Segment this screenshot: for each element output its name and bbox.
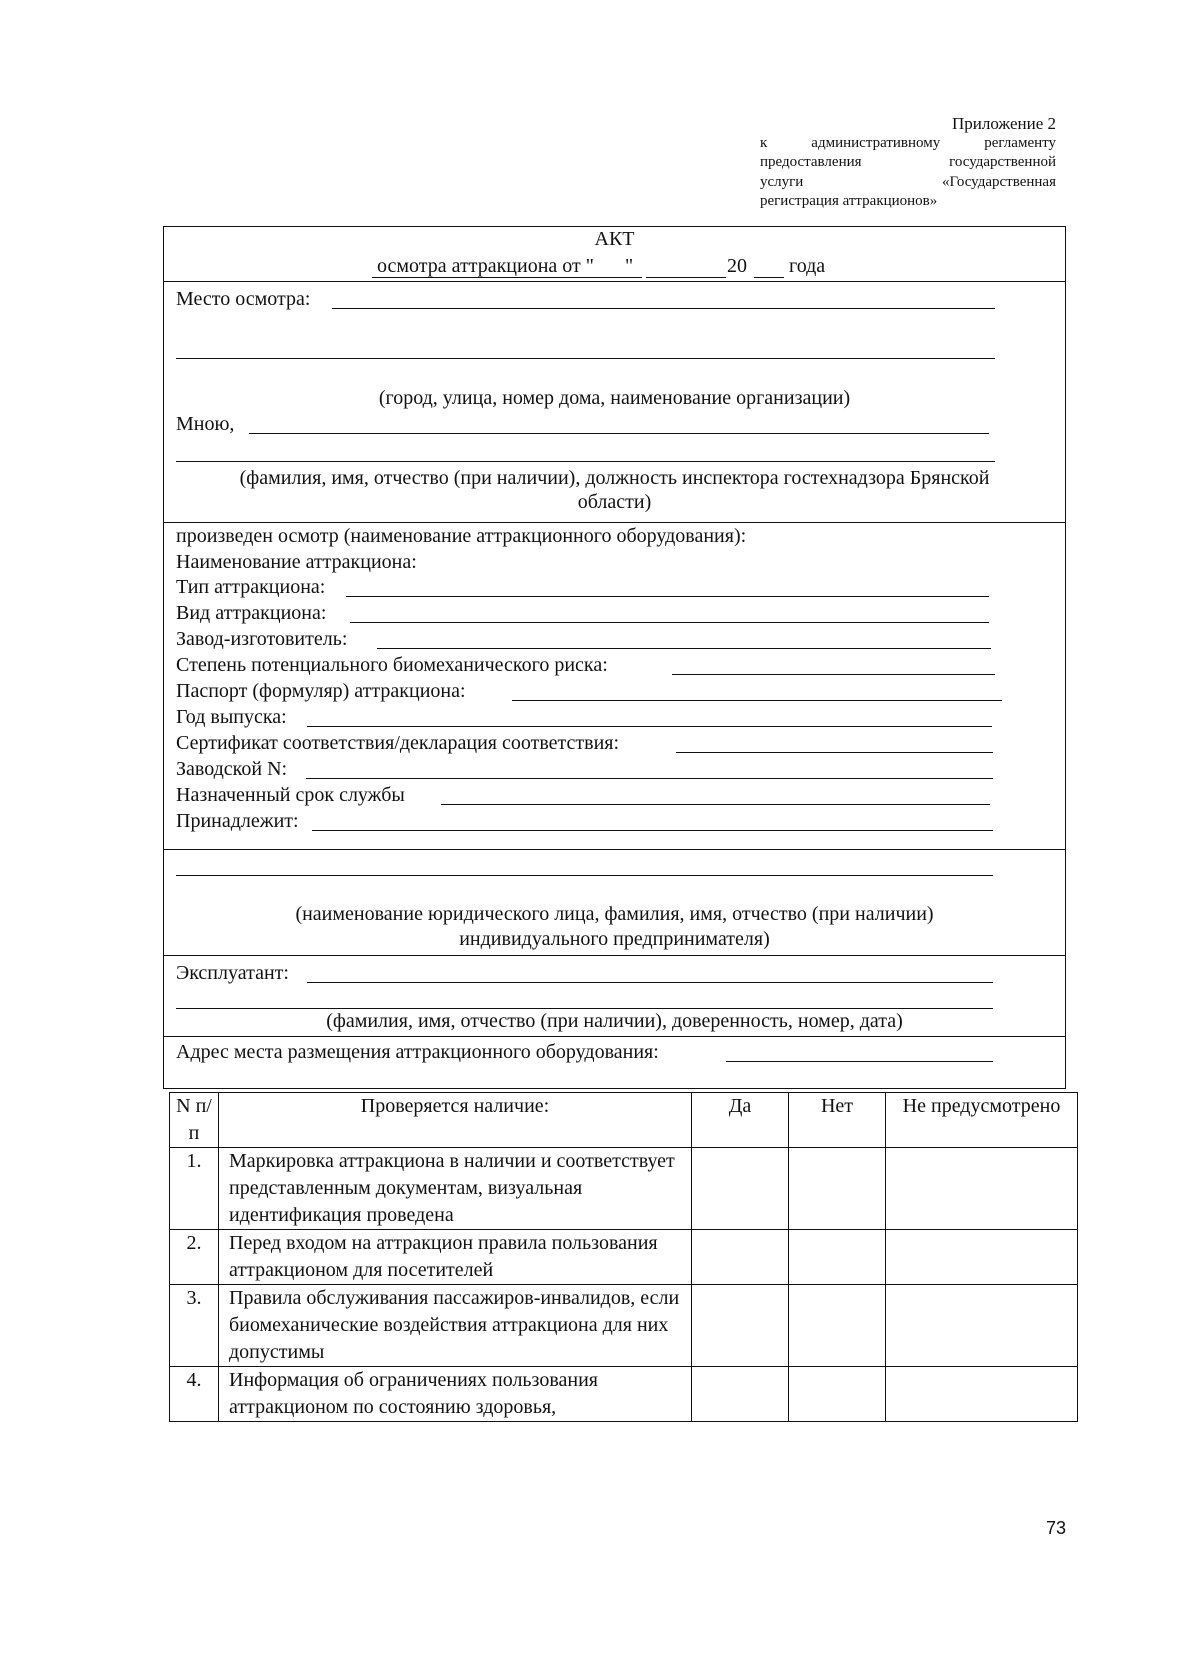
field-passport-line[interactable] (512, 700, 1002, 701)
row-num: 2. (170, 1230, 219, 1285)
not-applicable-cell[interactable] (886, 1148, 1078, 1230)
no-cell[interactable] (789, 1367, 886, 1422)
field-risk-line[interactable] (672, 674, 995, 675)
header-item: Проверяется наличие: (219, 1093, 692, 1148)
address-label: Адрес места размещения аттракционного оборудования: (176, 1041, 659, 1063)
place-caption: (город, улица, номер дома, наименование организации) (378, 387, 851, 409)
header-not-applicable: Не предусмотрено (886, 1093, 1078, 1148)
place-field-line-2[interactable] (176, 358, 995, 359)
checklist-header-row (170, 1093, 1078, 1148)
annex-line: к административному регламенту (760, 134, 1056, 151)
owner-caption-2: индивидуального предпринимателя) (459, 928, 770, 950)
date-month-underline (646, 277, 726, 278)
inspector-field-line[interactable] (249, 433, 989, 434)
row-num: 4. (170, 1367, 219, 1422)
owner-section (163, 849, 1066, 956)
field-type-label: Тип аттракциона: (176, 576, 326, 598)
table-row (170, 1230, 1078, 1285)
no-cell[interactable] (789, 1230, 886, 1285)
equipment-intro: произведен осмотр (наименование аттракционного оборудования): (176, 525, 747, 547)
field-kind-label: Вид аттракциона: (176, 602, 327, 624)
checklist-table (169, 1092, 1078, 1422)
owner-field-line[interactable] (176, 875, 993, 876)
annex-line: предоставления государственной (760, 154, 1056, 170)
row-text: Информация об ограничениях пользования аттракционом по состоянию здоровья, (219, 1367, 692, 1422)
annex-line: Приложение 2 (952, 114, 1056, 133)
field-manufacturer-label: Завод-изготовитель: (176, 628, 348, 650)
address-section (163, 1036, 1066, 1089)
yes-cell[interactable] (692, 1285, 789, 1367)
act-title: АКТ (594, 228, 635, 250)
row-num: 3. (170, 1285, 219, 1367)
header-num: N п/п (170, 1093, 219, 1148)
inspector-caption-2: области) (577, 491, 652, 513)
operator-section (163, 955, 1066, 1037)
header-no: Нет (789, 1093, 886, 1148)
row-text: Маркировка аттракциона в наличии и соответствует представленным документам, визуальная идентификация проведена (219, 1148, 692, 1230)
table-row (170, 1367, 1078, 1422)
address-field-line[interactable] (726, 1061, 993, 1062)
inspector-label: Мною, (176, 413, 235, 435)
field-owner-line[interactable] (312, 830, 993, 831)
not-applicable-cell[interactable] (886, 1230, 1078, 1285)
header-yes: Да (692, 1093, 789, 1148)
field-year-line[interactable] (307, 726, 992, 727)
annex-line: регистрация аттракционов» (760, 193, 938, 209)
table-row (170, 1148, 1078, 1230)
field-serial-label: Заводской N: (176, 758, 288, 780)
operator-label: Эксплуатант: (176, 962, 289, 984)
operator-field-line[interactable] (307, 982, 993, 983)
equipment-name-label: Наименование аттракциона: (176, 551, 417, 573)
act-title-section (163, 226, 1066, 282)
no-cell[interactable] (789, 1148, 886, 1230)
no-cell[interactable] (789, 1285, 886, 1367)
inspector-field-line-2[interactable] (176, 461, 995, 462)
yes-cell[interactable] (692, 1148, 789, 1230)
yes-cell[interactable] (692, 1367, 789, 1422)
annex-line: услуги «Государственная (760, 173, 1056, 190)
owner-caption-1: (наименование юридического лица, фамилия, имя, отчество (при наличии) (295, 903, 934, 925)
row-num: 1. (170, 1148, 219, 1230)
field-serial-line[interactable] (306, 778, 993, 779)
field-kind-line[interactable] (350, 622, 989, 623)
act-subtitle-quote: " (625, 255, 634, 277)
field-manufacturer-line[interactable] (377, 648, 991, 649)
field-certificate-line[interactable] (676, 752, 993, 753)
operator-caption: (фамилия, имя, отчество (при наличии), доверенность, номер, дата) (326, 1010, 903, 1032)
field-year-label: Год выпуска: (176, 706, 287, 728)
date-year-underline (754, 277, 784, 278)
field-passport-label: Паспорт (формуляр) аттракциона: (176, 680, 466, 702)
field-service-life-label: Назначенный срок службы (176, 784, 405, 806)
act-subtitle-century: 20 (727, 255, 747, 277)
place-inspector-section (163, 280, 1066, 523)
place-label: Место осмотра: (176, 288, 311, 310)
not-applicable-cell[interactable] (886, 1285, 1078, 1367)
page-number: 73 (1046, 1518, 1067, 1538)
act-subtitle-year-word: года (789, 255, 826, 277)
field-certificate-label: Сертификат соответствия/декларация соответствия: (176, 732, 620, 754)
act-subtitle-prefix: осмотра аттракциона от " (377, 255, 594, 277)
field-type-line[interactable] (346, 596, 989, 597)
equipment-section (163, 522, 1066, 850)
inspector-caption-1: (фамилия, имя, отчество (при наличии), должность инспектора гостехнадзора Брянской (239, 467, 990, 489)
row-text: Перед входом на аттракцион правила пользования аттракционом для посетителей (219, 1230, 692, 1285)
not-applicable-cell[interactable] (886, 1367, 1078, 1422)
place-field-line[interactable] (332, 308, 995, 309)
table-row (170, 1285, 1078, 1367)
annex-heading (760, 114, 1056, 212)
field-risk-label: Степень потенциального биомеханического риска: (176, 654, 608, 676)
field-owner-label: Принадлежит: (176, 810, 299, 832)
date-day-underline (372, 277, 642, 278)
yes-cell[interactable] (692, 1230, 789, 1285)
field-service-life-line[interactable] (441, 804, 990, 805)
row-text: Правила обслуживания пассажиров-инвалидов, если биомеханические воздействия аттракциона для них допустимы (219, 1285, 692, 1367)
